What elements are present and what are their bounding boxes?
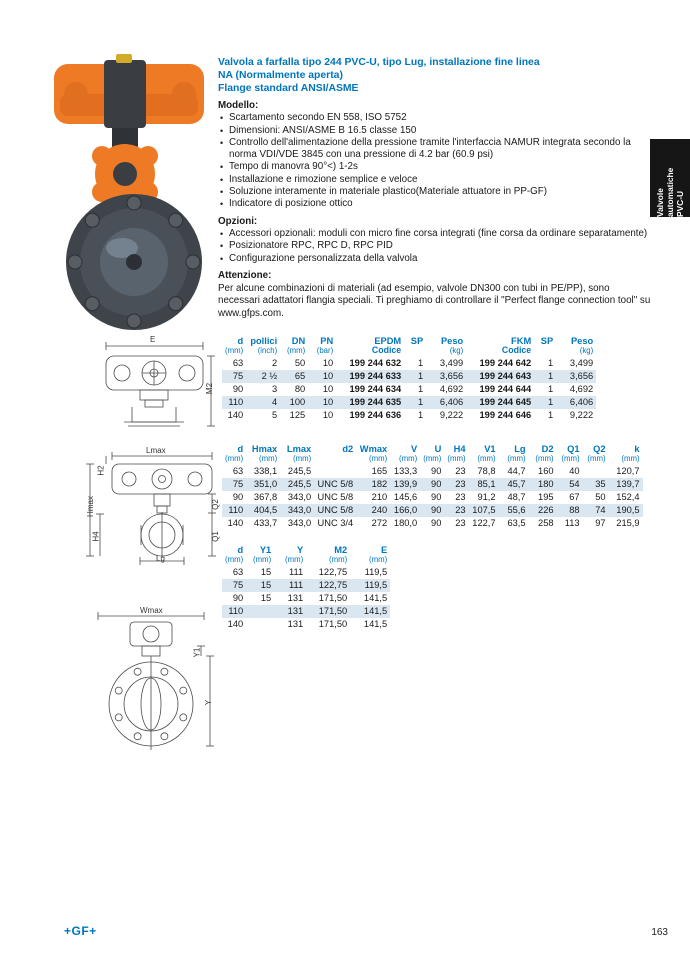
dimensions-table-2 — [222, 545, 390, 631]
table-row — [222, 592, 390, 605]
table-cell: 182 — [371, 479, 388, 489]
table-cell: 199 244 635 — [349, 397, 402, 407]
column-header: EPDM Codice — [371, 336, 402, 355]
bullet-item: • Accessori opzionali: moduli con micro fine corsa integrati (fine corsa da ordinare separatamente) — [218, 228, 652, 240]
table-cell: 9,222 — [569, 410, 594, 420]
table-cell: 2 ½ — [261, 371, 278, 381]
table-cell: 5 — [272, 410, 278, 420]
column-header: Y1 (mm) — [253, 545, 272, 564]
table-cell: 4,692 — [569, 384, 594, 394]
bullet-item: • Configurazione personalizzata della valvola — [218, 253, 652, 265]
table-cell: 15 — [260, 580, 272, 590]
table-cell: 50 — [595, 492, 606, 502]
bullet-item: • Tempo di manovra 90°<) 1-2s — [218, 161, 652, 173]
product-photo-image — [46, 50, 224, 338]
table-cell: 90 — [431, 466, 442, 476]
table-cell: 199 244 643 — [479, 371, 532, 381]
table-cell: 107,5 — [472, 505, 496, 515]
table-cell: 6,406 — [439, 397, 464, 407]
table-cell: 226 — [538, 505, 554, 515]
table-cell: 23 — [455, 505, 466, 515]
table-cell: 63 — [232, 358, 244, 368]
section-label-attenzione: Attenzione: — [218, 269, 272, 281]
table-cell: 35 — [595, 479, 606, 489]
table-cell: 141,5 — [363, 593, 388, 603]
table-cell: UNC 5/8 — [317, 505, 354, 515]
table-cell: 258 — [538, 518, 554, 528]
table-cell: 139,7 — [616, 479, 640, 489]
table-cell: 3,499 — [439, 358, 464, 368]
table-cell: 119,5 — [364, 567, 388, 577]
dim-label-lmax: Lmax — [146, 446, 166, 455]
table-cell: 85,1 — [477, 479, 496, 489]
section-label-modello: Modello: — [218, 100, 259, 111]
dim-label-h2: H2 — [96, 465, 106, 476]
table-row — [222, 618, 390, 631]
dim-label-m2: M2 — [205, 382, 215, 395]
table-cell: 125 — [289, 410, 306, 420]
table-cell: 338,1 — [253, 466, 278, 476]
table-cell: 110 — [228, 606, 244, 616]
gf-logo: +GF+ — [64, 924, 97, 938]
side-tab-text — [655, 139, 685, 217]
table-cell: 1 — [418, 384, 424, 394]
table-row — [222, 605, 390, 618]
dimensions-table — [222, 444, 643, 530]
table-cell: 15 — [260, 593, 272, 603]
table-cell: 171,50 — [318, 593, 348, 603]
column-header: Q2 (mm) — [587, 444, 606, 463]
table-cell — [583, 465, 609, 478]
column-header: SP — [410, 336, 424, 346]
product-photo — [46, 50, 224, 343]
table-cell: 23 — [455, 479, 466, 489]
table-cell: 100 — [289, 397, 306, 407]
table-row — [222, 504, 643, 517]
table-cell: 44,7 — [507, 466, 526, 476]
table-cell: 1 — [548, 397, 554, 407]
table-cell: 140 — [227, 518, 244, 528]
table-header-row — [222, 444, 643, 465]
table-cell: 9,222 — [439, 410, 464, 420]
table-cell: 55,6 — [507, 505, 526, 515]
table-cell: 351,0 — [253, 479, 278, 489]
column-header: SP — [540, 336, 554, 346]
section-label-opzioni: Opzioni: — [218, 215, 258, 227]
table-cell: 75 — [232, 371, 244, 381]
table-cell: 15 — [260, 567, 272, 577]
table-cell: 215,9 — [616, 518, 640, 528]
title-line-2: NA (Normalmente aperta) — [218, 70, 343, 81]
table-cell: 111 — [289, 567, 304, 577]
table-cell: 367,8 — [253, 492, 278, 502]
table-cell: 90 — [232, 492, 244, 502]
table-cell: 122,75 — [318, 567, 348, 577]
side-tab-category — [650, 139, 690, 217]
table-cell: 90 — [431, 479, 442, 489]
column-header: Peso (kg) — [440, 336, 464, 355]
table-cell: 97 — [595, 518, 606, 528]
column-header: D2 (mm) — [535, 444, 554, 463]
technical-drawing-actuator — [92, 335, 217, 444]
side-tab-line-1: Valvole — [655, 188, 665, 217]
table-cell: 199 244 646 — [479, 410, 532, 420]
column-header: Q1 (mm) — [561, 444, 580, 463]
table-cell: 133,3 — [393, 466, 418, 476]
order-data-table — [222, 336, 596, 422]
table-cell: 23 — [455, 518, 466, 528]
table-cell: 190,5 — [616, 505, 640, 515]
table-cell: 48,7 — [507, 492, 526, 502]
table-cell: 210 — [371, 492, 388, 502]
table-cell: 120,7 — [616, 466, 640, 476]
table-cell: 75 — [232, 479, 244, 489]
page-number: 163 — [651, 927, 668, 938]
table-cell: 65 — [294, 371, 306, 381]
table-cell: 433,7 — [253, 518, 278, 528]
table-cell: 1 — [418, 358, 424, 368]
table-cell: 3 — [272, 384, 278, 394]
title-line-3: Flange standard ANSI/ASME — [218, 83, 359, 94]
column-header: Hmax (mm) — [251, 444, 278, 463]
table-cell: 10 — [322, 371, 334, 381]
table-cell: 343,0 — [287, 505, 312, 515]
table-row — [222, 478, 643, 491]
table-cell: 245,5 — [287, 466, 312, 476]
table-cell: 45,7 — [507, 479, 526, 489]
table-cell: 199 244 644 — [479, 384, 532, 394]
table-cell: 91,2 — [477, 492, 496, 502]
table-cell: 140 — [227, 619, 244, 629]
bullet-item: • Scartamento secondo EN 558, ISO 5752 — [218, 112, 652, 124]
table-cell: 10 — [322, 384, 334, 394]
table-cell: UNC 3/4 — [317, 518, 354, 528]
table-cell: 90 — [232, 593, 244, 603]
table-cell: 160 — [538, 466, 554, 476]
dim-label-h4: H4 — [91, 531, 101, 542]
dim-label-y1: Y1 — [192, 647, 202, 658]
table-cell: 180,0 — [393, 518, 418, 528]
column-header: d (mm) — [225, 545, 244, 564]
dim-label-q1: Q1 — [210, 531, 220, 542]
table-row — [222, 396, 596, 409]
table-header-row — [222, 545, 390, 566]
column-header: Wmax (mm) — [359, 444, 388, 463]
table-row — [222, 465, 643, 478]
table-cell: 404,5 — [253, 505, 278, 515]
column-header: Lg (mm) — [507, 444, 526, 463]
dim-label-wmax: Wmax — [140, 606, 163, 615]
table-cell — [246, 605, 274, 618]
table-cell: 78,8 — [477, 466, 496, 476]
table-cell: 1 — [418, 371, 424, 381]
table-cell: 23 — [455, 466, 466, 476]
technical-drawing-side-view — [84, 446, 220, 565]
table-cell: 90 — [431, 518, 442, 528]
column-header: FKM Codice — [501, 336, 532, 355]
table-cell: 88 — [569, 505, 580, 515]
column-header: E (mm) — [369, 545, 388, 564]
table-cell: 245,5 — [287, 479, 312, 489]
table-cell: 110 — [228, 505, 244, 515]
table-cell — [246, 618, 274, 631]
table-cell: 90 — [431, 505, 442, 515]
modello-list — [218, 112, 652, 210]
table-cell: 131 — [287, 606, 304, 616]
table-cell: 1 — [418, 410, 424, 420]
table-cell: 131 — [287, 593, 304, 603]
table-cell: 90 — [431, 492, 442, 502]
table-cell: 111 — [289, 580, 304, 590]
bullet-item: • Soluzione interamente in materiale plastico(Materiale attuatore in PP-GF) — [218, 186, 652, 198]
table-cell: 6,406 — [569, 397, 594, 407]
table-cell: 1 — [548, 384, 554, 394]
table-cell: 40 — [569, 466, 580, 476]
table-row — [222, 517, 643, 530]
table-row — [222, 383, 596, 396]
side-tab-line-2: automatiche — [665, 167, 675, 217]
table-cell: 140 — [227, 410, 244, 420]
column-header: d (mm) — [225, 444, 244, 463]
table-row — [222, 491, 643, 504]
technical-drawing-front-view — [84, 606, 219, 755]
table-cell: 4 — [272, 397, 278, 407]
column-header: d (mm) — [225, 336, 244, 355]
column-header: V1 (mm) — [477, 444, 496, 463]
table-cell: 343,0 — [287, 518, 312, 528]
content-column — [218, 56, 652, 320]
table-cell: 166,0 — [393, 505, 418, 515]
bullet-item: • Installazione e rimozione semplice e veloce — [218, 174, 652, 186]
column-header: U (mm) — [423, 444, 442, 463]
dim-label-y: Y — [204, 699, 214, 706]
table-cell: 343,0 — [287, 492, 312, 502]
column-header: k (mm) — [621, 444, 640, 463]
table-cell: 2 — [272, 358, 278, 368]
table-cell: UNC 5/8 — [317, 492, 354, 502]
column-header: Lmax (mm) — [286, 444, 312, 463]
table-cell: 1 — [548, 358, 554, 368]
table-cell: 113 — [564, 518, 580, 528]
table-cell: UNC 5/8 — [317, 479, 354, 489]
bullet-item: • Posizionatore RPC, RPC D, RPC PID — [218, 240, 652, 252]
bullet-item: • Dimensioni: ANSI/ASME B 16.5 classe 150 — [218, 125, 652, 137]
table-cell: 152,4 — [616, 492, 640, 502]
table-cell: 1 — [548, 410, 554, 420]
table-cell: 122,75 — [318, 580, 348, 590]
page-title — [218, 56, 652, 95]
table-cell: 50 — [294, 358, 306, 368]
table-cell: 3,656 — [439, 371, 464, 381]
table-cell: 240 — [371, 505, 388, 515]
column-header: Peso (kg) — [570, 336, 594, 355]
table-cell: 3,499 — [569, 358, 594, 368]
table-row — [222, 566, 390, 579]
dim-label-e: E — [150, 335, 156, 344]
table-cell: 171,50 — [318, 619, 348, 629]
table-cell: 171,50 — [318, 606, 348, 616]
bullet-item: • Controllo dell'alimentazione della pressione tramite l'interfaccia NAMUR integrata secondo la norma VDI/VDE 3845 con una pressione di 4.2 bar (60.9 psi) — [218, 137, 652, 162]
table-cell: 199 244 645 — [479, 397, 532, 407]
table-cell: 75 — [232, 580, 244, 590]
table-cell: 180 — [538, 479, 554, 489]
table-row — [222, 370, 596, 383]
bullet-item: • Indicatore di posizione ottico — [218, 198, 652, 210]
table-cell: 10 — [322, 410, 334, 420]
column-header: pollici (inch) — [250, 336, 278, 355]
table-cell: 199 244 634 — [349, 384, 402, 394]
title-line-1: Valvola a farfalla tipo 244 PVC-U, tipo Lug, installazione fine linea — [218, 57, 540, 68]
table-cell: 145,6 — [393, 492, 418, 502]
column-header: Y (mm) — [285, 545, 304, 564]
table-cell: 199 244 633 — [349, 371, 402, 381]
table-cell: 1 — [418, 397, 424, 407]
table-cell: 23 — [455, 492, 466, 502]
table-cell: 122,7 — [472, 518, 496, 528]
table-cell: 119,5 — [364, 580, 388, 590]
column-header: M2 (mm) — [329, 545, 348, 564]
table-cell: 199 244 632 — [349, 358, 402, 368]
table-cell: 67 — [569, 492, 580, 502]
table-cell: 272 — [371, 518, 388, 528]
table-cell: 131 — [287, 619, 304, 629]
table-cell: 74 — [595, 505, 606, 515]
column-header: DN (mm) — [287, 336, 306, 355]
table-cell: 63,5 — [507, 518, 526, 528]
table-cell: 195 — [538, 492, 554, 502]
table-cell: 199 244 636 — [349, 410, 402, 420]
table-cell: 63 — [232, 567, 244, 577]
dim-label-q2: Q2 — [210, 499, 220, 510]
table-cell: 1 — [548, 371, 554, 381]
table-row — [222, 409, 596, 422]
table-cell: 3,656 — [569, 371, 594, 381]
column-header: d2 — [342, 444, 354, 454]
table-cell: 141,5 — [363, 619, 388, 629]
table-cell: 90 — [232, 384, 244, 394]
table-cell: 10 — [322, 397, 334, 407]
table-cell: 54 — [569, 479, 580, 489]
column-header: H4 (mm) — [447, 444, 466, 463]
table-cell: 4,692 — [439, 384, 464, 394]
table-header-row — [222, 336, 596, 357]
table-cell: 110 — [228, 397, 244, 407]
column-header: PN (bar) — [316, 336, 334, 355]
table-cell: 10 — [322, 358, 334, 368]
table-row — [222, 357, 596, 370]
opzioni-list — [218, 228, 652, 265]
table-cell — [314, 465, 356, 478]
table-cell: 141,5 — [363, 606, 388, 616]
table-cell: 63 — [232, 466, 244, 476]
table-cell: 80 — [294, 384, 306, 394]
dim-label-lg: Lg — [156, 554, 165, 563]
side-tab-line-3: PVC-U — [675, 190, 685, 217]
table-cell: 165 — [371, 466, 388, 476]
table-cell: 139,9 — [393, 479, 418, 489]
table-row — [222, 579, 390, 592]
table-cell: 199 244 642 — [479, 358, 532, 368]
dim-label-hmax: Hmax — [85, 496, 95, 517]
column-header: V (mm) — [399, 444, 418, 463]
attenzione-text: Per alcune combinazioni di materiali (ad esempio, valvole DN300 con tubi in PE/PP), sono necessari adattatori flangia speciali. Ti preghiamo di controllare il "Perfect flange connection tool" su www.gfps.com. — [218, 283, 651, 319]
